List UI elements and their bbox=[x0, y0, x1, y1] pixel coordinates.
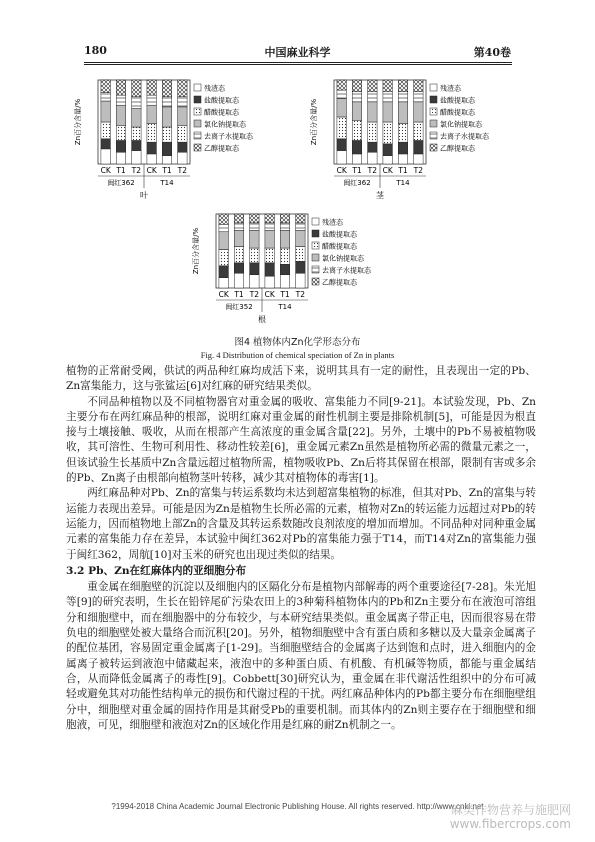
x-tick-label: T2 bbox=[131, 166, 142, 175]
bar-segment-4 bbox=[132, 109, 142, 127]
bar-segment-2 bbox=[178, 142, 188, 152]
bar-segment-1 bbox=[132, 151, 142, 164]
bar-segment-2 bbox=[219, 266, 229, 278]
x-tick-label: CK bbox=[146, 166, 157, 175]
bar-segment-2 bbox=[398, 142, 408, 154]
bar-segment-2 bbox=[383, 144, 393, 156]
x-tick-label: T1 bbox=[280, 290, 290, 299]
x-tick-label: T2 bbox=[177, 166, 188, 175]
bar-segment-5 bbox=[250, 223, 260, 230]
paragraph-4: 重金属在细胞壁的沉淀以及细胞内的区隔化分布是植物内部解毒的两个重要途径[7-28]。朱光旭等[9]的研究表明，生长在铅锌尾矿污染农田上的3种菊科植物体内的Pb和Zn主要分布在液泡可溶组分和细胞壁中，而在细胞器中的分布较少，与本研究结果类似。重金属离子带正电，因而很容易在带负电的细胞壁处被大量络合而沉积[20]。另外，植物细胞壁中含有蛋白质和多糖以及大量亲金属离子的配位基团，容易固定重金属离子[1-29]。当细胞壁结合的金属离子达到饱和点时，进入细胞内的金属离子被转运到液泡中储藏起来，液泡中的多种蛋白质、有机酸、有机碱等物质，都能与重金属结合，从而降低金属离子的毒性[9]。Cobbett[30]研究认为，重金属在非代谢活性组织中的分布可减轻或避免其对功能性结构单元的损伤和代谢过程的干扰。两红麻品种体内的Pb都主要分布在细胞壁组分中，细胞壁对重金属的固持作用是其耐受Pb的重要机制。而其体内的Zn则主要存在于细胞壁和细胞液，可见，细胞壁和液泡对Zn的区域化作用是红麻的耐Zn机制之一。 bbox=[66, 581, 536, 731]
bar-segment-6 bbox=[368, 80, 378, 92]
bar-segment-4 bbox=[250, 230, 260, 248]
group-label: 闽红352 bbox=[225, 303, 253, 311]
y-axis-label: Zn百分含量/% bbox=[310, 98, 318, 146]
bar-segment-4 bbox=[280, 230, 290, 248]
x-tick-label: T2 bbox=[413, 166, 424, 175]
legend-swatch bbox=[194, 96, 201, 103]
bar-segment-4 bbox=[162, 107, 172, 127]
legend-swatch bbox=[194, 120, 201, 127]
x-tick-label: T2 bbox=[295, 290, 306, 299]
bar-segment-6 bbox=[147, 80, 157, 95]
watermark bbox=[450, 803, 571, 831]
bar-segment-2 bbox=[250, 263, 260, 275]
legend-label: 残渣态 bbox=[322, 218, 343, 227]
x-tick-label: CK bbox=[382, 166, 393, 175]
bar-segment-1 bbox=[147, 154, 157, 164]
bar-segment-3 bbox=[219, 250, 229, 266]
x-tick-label: CK bbox=[218, 290, 229, 299]
bar-segment-1 bbox=[101, 149, 111, 164]
bar-segment-4 bbox=[265, 230, 275, 248]
bar-segment-5 bbox=[147, 95, 157, 105]
volume-label: 第40卷 bbox=[473, 46, 511, 59]
bar-segment-4 bbox=[178, 107, 188, 125]
group-label: T14 bbox=[278, 303, 292, 311]
body-text bbox=[66, 364, 536, 733]
bar-segment-3 bbox=[296, 247, 306, 262]
group-label: T14 bbox=[160, 179, 174, 187]
bar-segment-1 bbox=[116, 152, 126, 164]
bar-segment-5 bbox=[414, 92, 424, 102]
bar-segment-1 bbox=[234, 273, 244, 288]
bar-segment-6 bbox=[280, 214, 290, 223]
legend-swatch bbox=[194, 108, 201, 115]
bar-segment-1 bbox=[265, 276, 275, 288]
bar-segment-6 bbox=[250, 214, 260, 223]
legend-swatch bbox=[194, 132, 201, 139]
bar-segment-2 bbox=[101, 139, 111, 149]
legend-swatch bbox=[194, 84, 201, 91]
bar-segment-6 bbox=[116, 80, 126, 95]
bar-segment-6 bbox=[398, 80, 408, 92]
bar-segment-4 bbox=[234, 230, 244, 246]
bar-segment-5 bbox=[178, 97, 188, 107]
legend-swatch bbox=[430, 144, 437, 151]
y-axis-label: Zn百分含量/% bbox=[74, 98, 82, 146]
copyright-footer: ?1994-2018 China Academic Journal Electronic Publishing House. All rights reserved. http://www.cnki.net bbox=[111, 802, 484, 811]
bar-segment-3 bbox=[147, 124, 157, 142]
group-label: 闽红362 bbox=[107, 179, 135, 187]
bar-segment-3 bbox=[132, 127, 142, 140]
bar-segment-4 bbox=[368, 102, 378, 122]
bar-segment-3 bbox=[250, 248, 260, 263]
bar-segment-4 bbox=[296, 230, 306, 246]
x-tick-label: T2 bbox=[367, 166, 378, 175]
chart-svg bbox=[72, 72, 308, 204]
section-heading: 3.2 Pb、Zn在红麻体内的亚细胞分布 bbox=[66, 564, 247, 577]
bar-segment-3 bbox=[234, 247, 244, 263]
x-tick-label: T1 bbox=[398, 166, 408, 175]
bar-segment-2 bbox=[280, 264, 290, 274]
legend-label: 盐酸提取态 bbox=[204, 96, 239, 105]
bar-segment-6 bbox=[337, 80, 347, 90]
group-label: T14 bbox=[396, 179, 410, 187]
bar-segment-5 bbox=[352, 92, 362, 102]
bar-segment-6 bbox=[101, 80, 111, 93]
legend-swatch bbox=[430, 132, 437, 139]
figure-caption-cn: 图4 植物体内Zn化学形态分布 bbox=[234, 337, 361, 348]
bar-segment-3 bbox=[116, 125, 126, 140]
chart-root bbox=[190, 206, 426, 328]
bar-segment-1 bbox=[398, 154, 408, 164]
panel-label: 叶 bbox=[140, 191, 148, 200]
legend-swatch bbox=[312, 266, 319, 273]
bar-segment-5 bbox=[280, 223, 290, 230]
bar-segment-5 bbox=[368, 92, 378, 102]
bar-segment-3 bbox=[280, 248, 290, 264]
bar-segment-6 bbox=[162, 80, 172, 97]
bar-segment-1 bbox=[368, 152, 378, 164]
legend-label: 乙醇提取态 bbox=[440, 144, 475, 153]
bar-segment-3 bbox=[352, 120, 362, 140]
legend-label: 盐酸提取态 bbox=[440, 96, 475, 105]
bar-segment-6 bbox=[234, 214, 244, 223]
bar-segment-2 bbox=[132, 140, 142, 150]
legend-swatch bbox=[312, 230, 319, 237]
legend-swatch bbox=[194, 144, 201, 151]
bar-segment-4 bbox=[337, 98, 347, 116]
bar-segment-4 bbox=[383, 102, 393, 122]
plot-frame bbox=[334, 80, 426, 164]
bar-segment-1 bbox=[178, 152, 188, 164]
legend-label: 去离子水提取态 bbox=[322, 266, 371, 275]
bar-segment-1 bbox=[162, 156, 172, 164]
legend-swatch bbox=[430, 84, 437, 91]
bar-segment-5 bbox=[234, 223, 244, 230]
legend-swatch bbox=[312, 242, 319, 249]
x-tick-label: T1 bbox=[234, 290, 244, 299]
bar-segment-4 bbox=[352, 102, 362, 120]
bar-segment-5 bbox=[265, 223, 275, 230]
bar-segment-5 bbox=[219, 224, 229, 231]
bar-segment-6 bbox=[383, 80, 393, 92]
plot-frame bbox=[98, 80, 190, 164]
legend-label: 残渣态 bbox=[440, 84, 461, 93]
bar-segment-2 bbox=[352, 140, 362, 153]
legend-swatch bbox=[312, 254, 319, 261]
bar-segment-6 bbox=[132, 80, 142, 97]
legend-label: 去离子水提取态 bbox=[440, 132, 489, 141]
bar-segment-1 bbox=[250, 275, 260, 288]
bar-segment-5 bbox=[383, 92, 393, 102]
bar-segment-3 bbox=[337, 117, 347, 139]
bar-segment-1 bbox=[352, 154, 362, 164]
bar-segment-3 bbox=[101, 122, 111, 139]
bar-segment-6 bbox=[296, 214, 306, 223]
panel-label: 茎 bbox=[376, 191, 384, 200]
y-axis-label: Zn百分含量/% bbox=[192, 227, 200, 275]
bar-segment-2 bbox=[337, 139, 347, 151]
bar-segment-2 bbox=[162, 142, 172, 155]
bar-segment-6 bbox=[178, 80, 188, 97]
bar-segment-6 bbox=[352, 80, 362, 92]
bar-segment-2 bbox=[116, 140, 126, 152]
chart-svg bbox=[190, 206, 426, 328]
x-tick-label: T2 bbox=[249, 290, 260, 299]
bar-segment-3 bbox=[398, 124, 408, 142]
panel-label: 根 bbox=[258, 315, 266, 324]
chart-stem bbox=[308, 72, 544, 204]
legend-label: 乙醇提取态 bbox=[204, 144, 239, 153]
chart-leaf bbox=[72, 72, 308, 204]
x-tick-label: T1 bbox=[352, 166, 362, 175]
figure-caption-en: Fig. 4 Distribution of chemical speciation of Zn in plants bbox=[200, 350, 395, 360]
chart-svg bbox=[308, 72, 544, 204]
bar-segment-4 bbox=[398, 102, 408, 124]
legend-label: 去离子水提取态 bbox=[204, 132, 253, 141]
x-tick-label: CK bbox=[264, 290, 275, 299]
bar-segment-1 bbox=[280, 275, 290, 288]
legend-label: 醋酸提取态 bbox=[440, 108, 475, 117]
bar-segment-3 bbox=[414, 122, 424, 140]
bar-segment-5 bbox=[162, 97, 172, 107]
bar-segment-3 bbox=[368, 122, 378, 142]
bar-segment-6 bbox=[219, 214, 229, 224]
bar-segment-5 bbox=[398, 92, 408, 102]
bar-segment-2 bbox=[414, 140, 424, 153]
header-rule bbox=[84, 62, 512, 63]
bar-segment-1 bbox=[219, 278, 229, 288]
legend-label: 氯化钠提取态 bbox=[204, 120, 246, 129]
header-rule-thin bbox=[84, 64, 512, 65]
bar-segment-2 bbox=[234, 263, 244, 273]
legend-label: 氯化钠提取态 bbox=[440, 120, 482, 129]
x-tick-label: CK bbox=[100, 166, 111, 175]
bar-segment-5 bbox=[116, 95, 126, 105]
bar-segment-1 bbox=[414, 154, 424, 164]
legend-swatch bbox=[312, 278, 319, 285]
bar-segment-3 bbox=[178, 125, 188, 142]
bar-segment-2 bbox=[147, 142, 157, 154]
bar-segment-4 bbox=[101, 101, 111, 122]
bar-segment-1 bbox=[337, 151, 347, 164]
bar-segment-5 bbox=[296, 223, 306, 230]
bar-segment-4 bbox=[219, 232, 229, 250]
legend-label: 乙醇提取态 bbox=[322, 278, 357, 287]
bar-segment-3 bbox=[162, 127, 172, 142]
paragraph-3: 两红麻品种对Pb、Zn的富集与转运系数均未达到超富集植物的标准，但其对Pb、Zn的富集与转运能力表现出差异。可能是因为Zn是植物生长所必需的元素，植物对Zn的转运能力远超过对Pb的转运能力，因而植物地上部Zn的含量及其转运系数随改良剂浓度的增加而增加。不同品种对同种重金属元素的富集能力存在差异，本试验中闽红362对Pb的富集能力强于T14，而T14对Zn的富集能力强于闽红362，周航[10]对玉米的研究也出现过类似的结果。 bbox=[66, 487, 536, 561]
watermark-line-1: 麻类作物营养与施肥网 bbox=[450, 803, 571, 817]
legend-swatch bbox=[430, 108, 437, 115]
x-tick-label: T1 bbox=[162, 166, 172, 175]
bar-segment-4 bbox=[147, 105, 157, 123]
bar-segment-1 bbox=[296, 273, 306, 288]
legend-label: 醋酸提取态 bbox=[204, 108, 239, 117]
bar-segment-2 bbox=[368, 142, 378, 152]
paragraph-1: 植物的正常耐受阈，供试的两品种红麻均成活下来，说明其具有一定的耐性，且表现出一定的Pb、Zn富集能力，这与张鲨运[6]对红麻的研究结果类似。 bbox=[66, 365, 536, 393]
bar-segment-2 bbox=[265, 263, 275, 276]
bar-segment-1 bbox=[383, 156, 393, 164]
paragraph-2: 不同品种植物以及不同植物器官对重金属的吸收、富集能力不同[9-21]。本试验发现，Pb、Zn主要分布在两红麻品种的根部，说明红麻对重金属的耐性机制主要是排除机制[5]，可能是因为根直接与土壤接触、吸收，从而在根部产生高浓度的重金属含量[22]。另外，土壤中的Pb不易被植物吸收，其可溶性、生物可利用性、移动性较差[6]，重金属元素Zn虽然是植物所必需的微量元素之一，但该试验生长基质中Zn含量远超过植物所需，植物吸收Pb、Zn后将其保留在根部，限制有害或多余的Pb、Zn离子由根部向植物茎叶转移，减少其对植物体的毒害[1]。 bbox=[66, 395, 536, 485]
group-label: 闽红362 bbox=[343, 179, 371, 187]
page-number: 180 bbox=[84, 44, 107, 57]
journal-name: 中国麻业科学 bbox=[264, 46, 331, 59]
bar-segment-3 bbox=[265, 248, 275, 263]
bar-segment-5 bbox=[132, 97, 142, 109]
x-tick-label: T1 bbox=[116, 166, 126, 175]
bar-segment-5 bbox=[101, 93, 111, 101]
legend-label: 氯化钠提取态 bbox=[322, 254, 364, 263]
bar-segment-5 bbox=[337, 90, 347, 98]
watermark-line-2: www.fibercrops.com bbox=[449, 817, 571, 831]
legend-label: 残渣态 bbox=[204, 84, 225, 93]
bar-segment-6 bbox=[414, 80, 424, 92]
legend-swatch bbox=[312, 218, 319, 225]
bar-segment-6 bbox=[265, 214, 275, 223]
legend-label: 盐酸提取态 bbox=[322, 230, 357, 239]
x-tick-label: CK bbox=[336, 166, 347, 175]
legend-swatch bbox=[430, 120, 437, 127]
legend-swatch bbox=[430, 96, 437, 103]
bar-segment-4 bbox=[414, 102, 424, 122]
bar-segment-4 bbox=[116, 105, 126, 125]
plot-frame bbox=[216, 214, 308, 288]
bar-segment-2 bbox=[296, 261, 306, 273]
legend-label: 醋酸提取态 bbox=[322, 242, 357, 251]
bar-segment-3 bbox=[383, 122, 393, 144]
